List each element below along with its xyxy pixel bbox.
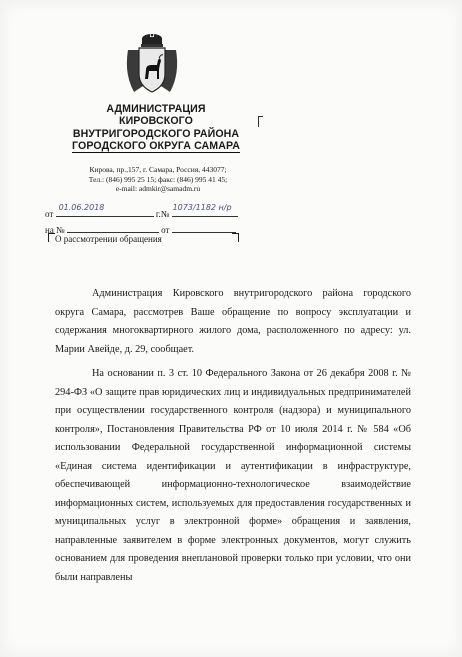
org-line-1: АДМИНИСТРАЦИЯ	[106, 103, 206, 115]
body-paragraph-2: На основании п. 3 ст. 10 Федерального Закона от 26 декабря 2008 г. № 294-ФЗ «О защите прав юридических лиц и индивидуальных предпринимателей при осуществлении государственного контроля (надзора) и муниципального контроля», Постановления Правительства РФ от 10 июля 2014 г. № 584 «Об использовании Федеральной государственной информационной системы «Единая система идентификации и аутентификации в инфраструктуре, обеспечивающей информационно-технологическое взаимодействие информационных систем, используемых для предоставления государственных и муниципальных услуг в электронной форме» обращения и заявления, направленные заявителем в форме электронных документов, могут служить основанием для проведения внеплановой проверки только при условии, что они были направлены	[55, 368, 411, 583]
registration-line-1	[45, 203, 238, 219]
samara-coat-of-arms-icon	[124, 34, 180, 96]
org-line-4: ГОРОДСКОГО ОКРУГА САМАРА	[72, 139, 240, 152]
number-handwritten: 1073/1182 н/р	[172, 203, 232, 212]
number-field	[172, 203, 238, 217]
address-email: e-mail: admkir@samadm.ru	[115, 184, 201, 193]
reply-date-field	[172, 222, 236, 233]
date-handwritten: 01.06.2018	[58, 203, 105, 212]
org-line-2: КИРОВСКОГО	[119, 115, 193, 128]
number-label: г.№	[155, 209, 170, 219]
org-line-3: ВНУТРИГОРОДСКОГО РАЙОНА	[72, 127, 240, 140]
org-address	[70, 165, 246, 194]
address-phone-fax: Тел.: (846) 995 25 15; факс: (846) 995 41 45;	[88, 174, 228, 184]
subject-line: О рассмотрении обращения	[55, 234, 162, 244]
reply-to-number-label: на №	[45, 225, 65, 235]
body-paragraph-1: Администрация Кировского внутригородского района городского округа Самара, рассмотрев Ваше обращение по вопросу эксплуатации и содержания многоквартирного жилого дома, расположенного по адресу: ул. Марии Авейде, д. 29, сообщает.	[55, 288, 411, 355]
date-field	[56, 203, 154, 217]
reply-number-field	[67, 222, 159, 233]
address-line-1: Кирова, пр.,157, г. Самара, Россия, 443077;	[89, 165, 227, 174]
letter-body	[55, 285, 411, 587]
subject-bracket-right	[232, 233, 239, 242]
from-label: от	[45, 209, 54, 219]
margin-bracket-mark	[258, 116, 263, 127]
reply-from-label: от	[161, 225, 170, 235]
organization-header	[58, 103, 254, 153]
subject-bracket-left	[48, 233, 55, 242]
